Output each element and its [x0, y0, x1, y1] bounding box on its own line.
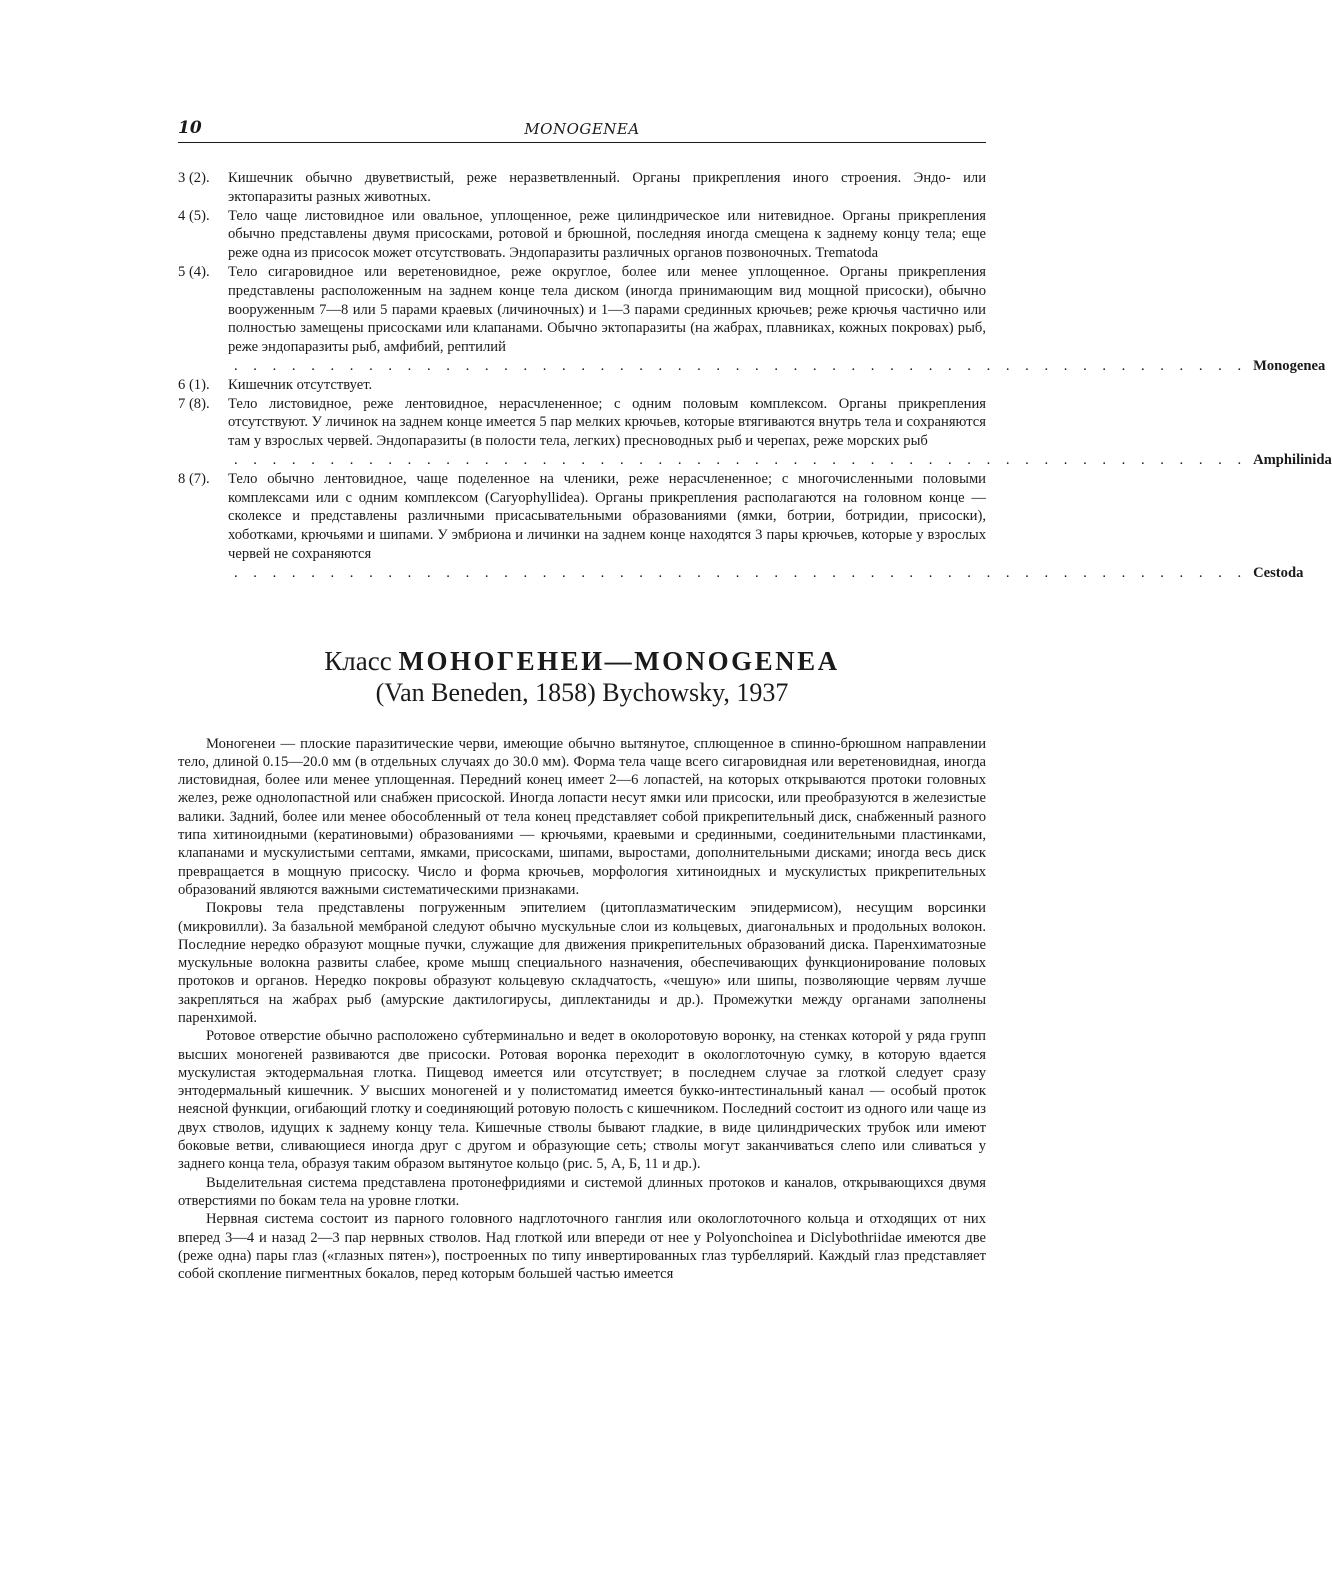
- key-item-result: [228, 451, 1332, 470]
- class-heading: [178, 645, 986, 677]
- running-header: [178, 118, 986, 143]
- key-item-number: 4 (5).: [178, 207, 210, 224]
- key-item-4: [178, 207, 986, 263]
- key-item-text: Тело листовидное, реже лентовидное, нерасчлененное; с одним половым комплексом. Органы прикрепления отсутствуют. У личинок на заднем конце имеется 5 пар мелких крючьев, которые втягиваются внутрь тела и сохраняются там у взрослых червей. Эндопаразиты (в полости тела, легких) пресноводных рыб и черепах, реже морских рыб: [228, 395, 986, 450]
- class-heading-prefix: Класс: [324, 645, 392, 676]
- key-item-text: Тело чаще листовидное или овальное, уплощенное, реже цилиндрическое или нитевидное. Органы прикрепления обычно представлены двумя присосками, ротовой и брюшной, последняя иногда смещена к заднему концу тела; еще реже одна из присосок может отсутствовать. Эндопаразиты различных органов позвоночных. Trematoda: [228, 207, 986, 262]
- key-item-number: 7 (8).: [178, 395, 210, 412]
- key-item-3: [178, 169, 986, 207]
- key-item-8: [178, 470, 1304, 583]
- paragraph: Моногенеи — плоские паразитические черви, имеющие обычно вытянутое, сплющенное в спинно-брюшном направлении тело, длиной 0.15—20.0 мм (в отдельных случаях до 30.0 мм). Форма тела чаще всего сигаровидная или веретеновидная, иногда листовидная, более или менее уплощенная. Передний конец имеет 2—6 лопастей, на которых открываются протоки головных желез, реже однолопастной или снабжен присоской. Иногда лопасти несут ямки или присоски, или преобразуются в железистые валики. Задний, более или менее обособленный от тела конец представляет собой прикрепительный диск, снабженный разного типа хитиноидными (кератиновыми) образованиями — крючьями, краевыми и срединными, соединительными пластинками, клапанами и мускулистыми септами, ямками, присосками, шипами, выростами, дополнительными дисками; иногда весь диск превращается в мощную присоску. Число и форма крючьев, морфология хитиноидных и мускулистых прикрепительных образований являются важными систематическими признаками.: [178, 735, 986, 898]
- identification-key: [178, 169, 1332, 583]
- key-item-5: [178, 263, 1326, 376]
- leader-dots: . . . . . . . . . . . . . . . . . . . . . . . . . . . . . . . . . . . . . . . . . . . . . . . . . . . . .: [234, 357, 1248, 374]
- key-item-result: [228, 564, 1304, 583]
- key-taxon-name: Cestoda: [1253, 564, 1304, 581]
- paragraph: Покровы тела представлены погруженным эпителием (цитоплазматическим эпидермисом), несущим ворсинки (микровилли). За базальной мембраной следуют обычно мускульные слои из кольцевых, диагональных и продольных волокон. Последние нередко образуют мощные пучки, служащие для движения прикрепительных образований диска. Паренхиматозные мускульные волокна развиты слабее, кроме мышц специального назначения, обеспечивающих функционирование половых протоков и органов. Нередко покровы образуют кольцевую складчатость, «чешую» или шипы, позволяющие червям лучше закрепляться на жабрах рыб (амурские дактилогирусы, диплектаниды и др.). Промежутки между органами заполнены паренхимой.: [178, 900, 986, 1026]
- key-item-number: 5 (4).: [178, 263, 210, 280]
- key-item-7: [178, 395, 1332, 470]
- body-text: [178, 735, 986, 1284]
- class-heading-author: (Van Beneden, 1858) Bychowsky, 1937: [375, 677, 789, 707]
- page-number: 10: [178, 118, 202, 138]
- key-taxon-name: Amphilinida: [1253, 451, 1332, 468]
- paragraph: Ротовое отверстие обычно расположено субтерминально и ведет в околоротовую воронку, на стенках которой у ряда групп высших моногеней развиваются две присоски. Ротовая воронка переходит в окологлоточную сумку, в которую вдается мускулистая эктодермальная глотка. Пищевод имеется или отсутствует; в последнем случае за глоткой следует сразу энтодермальный кишечник. У высших моногеней и у полистоматид имеется букко-интестинальный канал — особый проток неясной функции, огибающий глотку и соединяющий ротовую полость с кишечником. Последний состоит из одного или чаще из двух стволов, идущих к заднему концу тела. Кишечные стволы бывают гладкие, в виде цилиндрических трубок или имеют боковые ветви, сливающиеся иногда друг с другом и образующие сеть; стволы могут заканчиваться слепо или сливаться у заднего конца тела, образуя таким образом вытянутое кольцо (рис. 5, А, Б, 11 и др.).: [178, 1028, 986, 1173]
- paragraph: Выделительная система представлена протонефридиями и системой длинных протоков и каналов, открывающихся двумя отверстиями по бокам тела на уровне глотки.: [178, 1174, 986, 1209]
- class-heading-name: МОНОГЕНЕИ—MONOGENEA: [398, 645, 840, 676]
- key-item-result: [228, 357, 1326, 376]
- key-item-number: 3 (2).: [178, 170, 210, 186]
- leader-dots: . . . . . . . . . . . . . . . . . . . . . . . . . . . . . . . . . . . . . . . . . . . . . . . . . . . . .: [234, 451, 1248, 468]
- key-item-6: [178, 376, 986, 395]
- key-item-number: 6 (1).: [178, 376, 210, 393]
- key-taxon-name: Monogenea: [1253, 357, 1326, 374]
- key-item-text: Кишечник обычно двуветвистый, реже неразветвленный. Органы прикрепления иного строения. Эндо- или эктопаразиты разных животных.: [228, 170, 986, 205]
- key-item-text: Кишечник отсутствует.: [228, 376, 373, 393]
- key-item-text: Тело обычно лентовидное, чаще поделенное на членики, реже нерасчлененное; с многочисленными половыми комплексами или с одним комплексом (Caryophyllidea). Органы прикрепления располагаются на головном конце — сколексе и представлены различными присасывательными образованиями (ямки, ботрии, ботридии, присоски), хоботками, крючьями и шипами. У эмбриона и личинки на заднем конце находятся 3 пары крючьев, которые у взрослых червей не сохраняются: [228, 470, 986, 562]
- key-item-number: 8 (7).: [178, 470, 210, 487]
- leader-dots: . . . . . . . . . . . . . . . . . . . . . . . . . . . . . . . . . . . . . . . . . . . . . . . . . . . . .: [234, 564, 1248, 581]
- running-title: MONOGENEA: [524, 120, 640, 138]
- page: [178, 118, 1332, 1283]
- key-item-text: Тело сигаровидное или веретеновидное, реже округлое, более или менее уплощенное. Органы прикрепления представлены расположенным на заднем конце тела диском (иногда принимающим вид мощной присоски), обычно вооруженным 7—8 или 5 парами краевых (личиночных) и 1—3 парами срединных крючьев; реже крючья частично или полностью замещены присосками или клапанами. Обычно эктопаразиты (на жабрах, плавниках, кожных покровах) рыб, реже эндопаразиты рыб, амфибий, рептилий: [228, 263, 986, 356]
- paragraph: Нервная система состоит из парного головного надглоточного ганглия или окологлоточного кольца и отходящих от них вперед 3—4 и назад 2—3 пар нервных стволов. Над глоткой или впереди от нее у Polyonchoinea и Diclybothriidae имеются две (реже одна) пары глаз («глазных пятен»), построенных по типу инвертированных глаз турбеллярий. Каждый глаз представляет собой скопление пигментных бокалов, перед которым большей частью имеется: [178, 1211, 986, 1283]
